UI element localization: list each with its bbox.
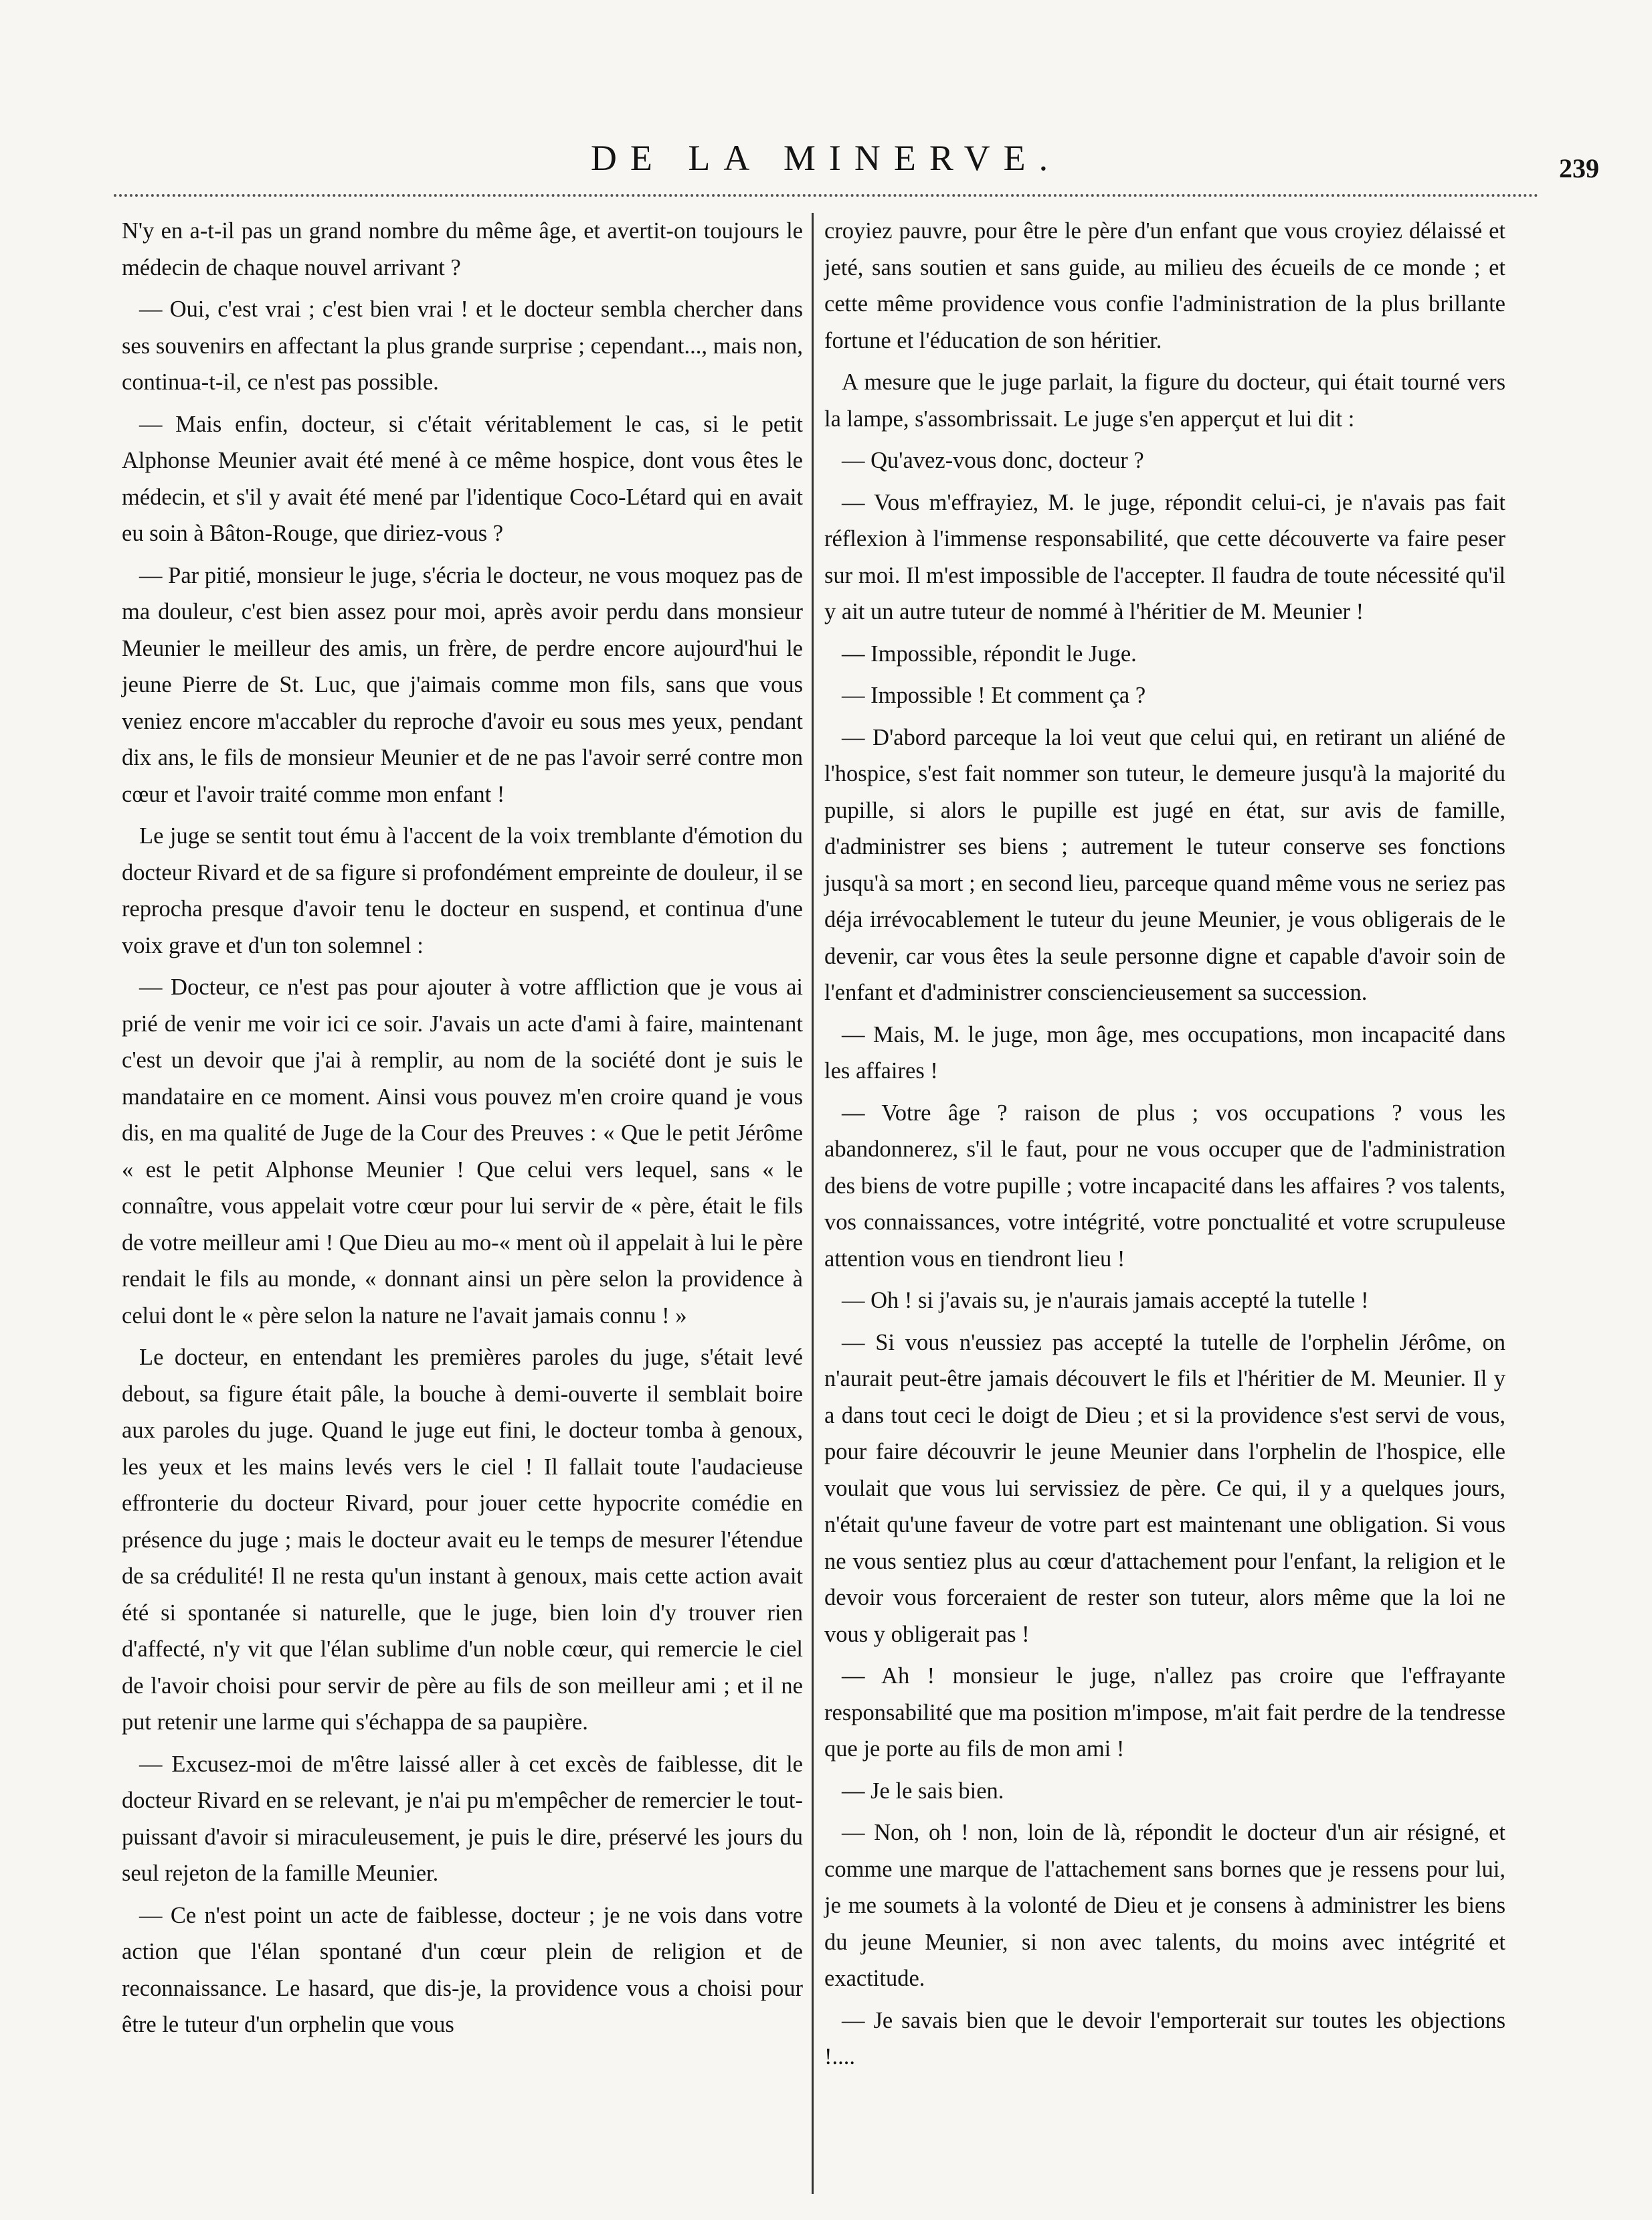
paragraph: — Impossible, répondit le Juge. [842,641,1137,667]
paragraph: — Excusez-moi de m'être laissé aller à cet excès de faiblesse, dit le docteur Rivard en se relevant, je n'ai pu m'empêcher de remercier le tout-puissant d'avoir si miraculeusement, je puis le dire, préservé les jours du seul rejeton de la famille Meunier. [122,1751,803,1886]
paragraph: — Non, oh ! non, loin de là, répondit le docteur d'un air résigné, et comme une marque de l'attachement sans bornes que je ressens pour lui, je me soumets à la volonté de Dieu et je consens à administrer les biens du jeune Meunier, si non avec talents, du moins avec intégrité et exactitude. [824,1820,1505,1991]
paragraph: — Si vous n'eussiez pas accepté la tutelle de l'orphelin Jérôme, on n'aurait peut-être jamais découvert le fils et l'héritier de M. Meunier. Il y a dans tout ceci le doigt de Dieu ; et si la providence s'est servi de vous, pour faire découvrir le jeune Meunier dans l'orphelin de l'hospice, elle voulait que vous lui servissiez de père. Ce qui, il y a quelques jours, n'était qu'une faveur de votre part est maintenant une obligation. Si vous ne vous sentiez plus au cœur d'attachement pour l'enfant, la religion et le devoir vous forceraient de rester son tuteur, alors même que la loi ne vous y obligerait pas ! [824,1329,1505,1647]
paragraph: — Par pitié, monsieur le juge, s'écria le docteur, ne vous moquez pas de ma douleur, c'est bien assez pour moi, après avoir perdu dans monsieur Meunier le meilleur des amis, un frère, de perdre encore aujourd'hui le jeune Pierre de St. Luc, que j'aimais comme mon fils, sans que vous veniez encore m'accabler du reproche d'avoir eu sous mes yeux, pendant dix ans, le fils de monsieur Meunier et de ne pas l'avoir serré contre mon cœur et l'avoir traité comme mon enfant ! [122,562,803,807]
header-rule [114,194,1539,197]
right-column [824,213,1505,2194]
paragraph: — Impossible ! Et comment ça ? [842,683,1146,708]
left-column [122,213,803,2194]
paragraph: A mesure que le juge parlait, la figure du docteur, qui était tourné vers la lampe, s'assombrissait. Le juge s'en apperçut et lui dit : [824,369,1505,432]
paragraph: — Qu'avez-vous donc, docteur ? [842,448,1144,473]
paragraph: — Docteur, ce n'est pas pour ajouter à votre affliction que je vous ai prié de venir me voir ici ce soir. J'avais un acte d'ami à faire, maintenant c'est un devoir que j'ai à remplir, au nom de la société dont je suis le mandataire en ce moment. Ainsi vous pouvez m'en croire quand je vous dis, en ma qualité de Juge de la Cour des Preuves : « Que le petit Jérôme « est le petit Alphonse Meunier ! Que celui vers lequel, sans « le connaître, vous appelait votre cœur pour lui servir de « père, était le fils de votre meilleur ami ! Que Dieu au mo-« ment où il appelait à lui le père rendait le fils au monde, « donnant ainsi un père selon la providence à celui dont le « père selon la nature ne l'avait jamais connu ! » [122,974,803,1329]
paragraph: N'y en a-t-il pas un grand nombre du même âge, et avertit-on toujours le médecin de chaque nouvel arrivant ? [122,218,803,280]
paragraph: — Je le sais bien. [842,1778,1004,1804]
paragraph: — Oui, c'est vrai ; c'est bien vrai ! et le docteur sembla chercher dans ses souvenirs en affectant la plus grande surprise ; cependant..., mais non, continua-t-il, ce n'est pas possible. [122,296,803,395]
paragraph: Le juge se sentit tout ému à l'accent de la voix tremblante d'émotion du docteur Rivard et de sa figure si profondément empreinte de douleur, il se reprocha presque d'avoir tenu le docteur en suspend, et continua d'une voix grave et d'un ton solemnel : [122,823,803,958]
running-header-title: DE LA MINERVE. [590,138,1062,178]
paragraph: — D'abord parceque la loi veut que celui qui, en retirant un aliéné de l'hospice, s'est fait nommer son tuteur, le demeure jusqu'à la majorité du pupille, si alors le pupille est jugé en état, sur avis de famille, d'administrer ses biens ; autrement le tuteur conserve ses fonctions jusqu'à sa mort ; en second lieu, parceque quand même vous ne seriez pas déja irrévocablement le tuteur du jeune Meunier, je vous obligerais de le devenir, car vous êtes la seule personne digne et capable d'avoir soin de l'enfant et d'administrer consciencieusement sa succession. [824,724,1505,1005]
paragraph: — Oh ! si j'avais su, je n'aurais jamais accepté la tutelle ! [842,1288,1369,1313]
paragraph: — Ah ! monsieur le juge, n'allez pas croire que l'effrayante responsabilité que ma position m'impose, m'ait fait perdre de la tendresse que je porte au fils de mon ami ! [824,1663,1505,1762]
paragraph: croyiez pauvre, pour être le père d'un enfant que vous croyiez délaissé et jeté, sans soutien et sans guide, au milieu des écueils de ce monde ; et cette même providence vous confie l'administration de la plus brillante fortune et l'éducation de son héritier. [824,218,1505,353]
paragraph: — Ce n'est point un acte de faiblesse, docteur ; je ne vois dans votre action que l'élan spontané d'un cœur plein de religion et de reconnaissance. Le hasard, que dis-je, la providence vous a choisi pour être le tuteur d'un orphelin que vous [122,1902,803,2037]
page-number: 239 [1559,153,1599,183]
paragraph: — Mais enfin, docteur, si c'était véritablement le cas, si le petit Alphonse Meunier avait été mené à ce même hospice, dont vous êtes le médecin, et s'il y avait été mené par l'identique Coco-Létard qui en avait eu soin à Bâton-Rouge, que diriez-vous ? [122,411,803,546]
paragraph: — Mais, M. le juge, mon âge, mes occupations, mon incapacité dans les affaires ! [824,1021,1505,1084]
paragraph: Le docteur, en entendant les premières paroles du juge, s'était levé debout, sa figure était pâle, la bouche à demi-ouverte il semblait boire aux paroles du juge. Quand le juge eut fini, le docteur tomba à genoux, les yeux et les mains levés vers le ciel ! Il fallait toute l'audacieuse effronterie du docteur Rivard, pour jouer cette hypocrite comédie en présence du juge ; mais le docteur avait eu le temps de mesurer l'étendue de sa crédulité! Il ne resta qu'un instant à genoux, mais cette action avait été si spontanée si naturelle, que le juge, bien loin d'y trouver rien d'affecté, n'y vit que l'élan sublime d'un noble cœur, qui remercie le ciel de l'avoir choisi pour servir de père au fils de son meilleur ami ; et il ne put retenir une larme qui s'échappa de sa paupière. [122,1345,803,1735]
column-divider [812,213,814,2194]
paragraph: — Je savais bien que le devoir l'emporterait sur toutes les objections !.... [824,2007,1505,2069]
paragraph: — Votre âge ? raison de plus ; vos occupations ? vous les abandonnerez, s'il le faut, pour ne vous occuper que de l'administration des biens de votre pupille ; votre incapacité dans les affaires ? vos talents, vos connaissances, votre intégrité, votre ponctualité et votre scrupuleuse attention vous en tiendront lieu ! [824,1100,1505,1272]
paragraph: — Vous m'effrayiez, M. le juge, répondit celui-ci, je n'avais pas fait réflexion à l'immense responsabilité, que cette découverte va faire peser sur moi. Il m'est impossible de l'accepter. Il faudra de toute nécessité qu'il y ait un autre tuteur de nommé à l'héritier de M. Meunier ! [824,489,1505,624]
